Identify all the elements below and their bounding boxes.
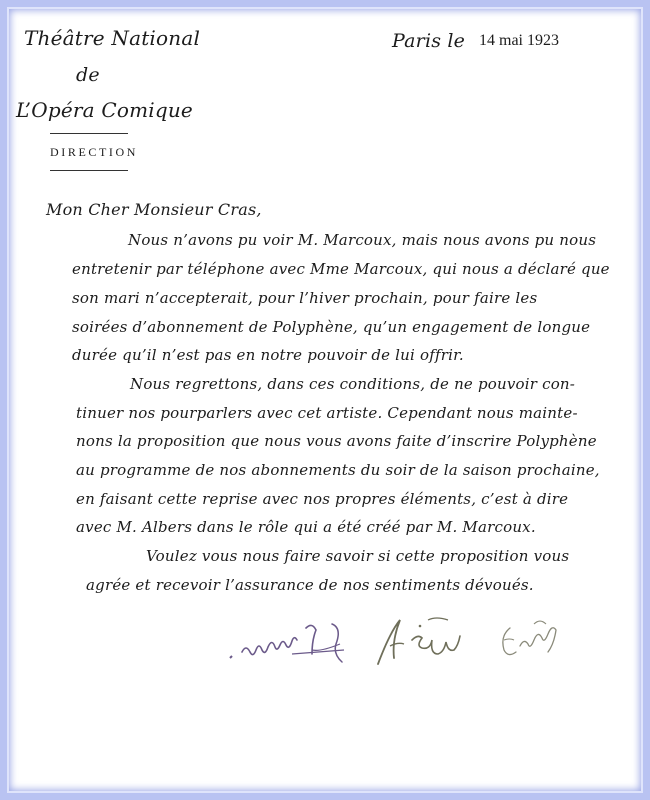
body-line: nons la proposition que nous vous avons faite d’inscrire Polyphène bbox=[76, 432, 597, 450]
letterhead-de: de bbox=[76, 64, 100, 86]
signature-first bbox=[222, 612, 354, 670]
body-line: agrée et recevoir l’assurance de nos sentiments dévoués. bbox=[86, 576, 534, 594]
signature-second bbox=[368, 606, 478, 672]
body-line: en faisant cette reprise avec nos propres éléments, c’est à dire bbox=[76, 490, 569, 508]
date-lead: Paris le bbox=[392, 30, 466, 52]
body-line: Nous regrettons, dans ces conditions, de ne pouvoir con- bbox=[130, 375, 576, 393]
body-line: durée qu’il n’est pas en notre pouvoir de lui offrir. bbox=[72, 346, 464, 364]
body-line: au programme de nos abonnements du soir de la saison prochaine, bbox=[76, 461, 600, 479]
date-value: 14 mai 1923 bbox=[479, 32, 559, 49]
body-line: soirées d’abonnement de Polyphène, qu’un engagement de longue bbox=[72, 318, 591, 336]
body-line: tinuer nos pourparlers avec cet artiste. Cependant nous mainte- bbox=[76, 404, 578, 422]
body-line: avec M. Albers dans le rôle qui a été créé par M. Marcoux. bbox=[76, 518, 536, 536]
letterhead-rule-bottom bbox=[50, 170, 128, 171]
signature-third bbox=[494, 612, 574, 668]
body-line: Nous n’avons pu voir M. Marcoux, mais nous avons pu nous bbox=[128, 231, 597, 249]
letterhead-department: DIRECTION bbox=[50, 145, 139, 159]
body-line: son mari n’accepterait, pour l’hiver prochain, pour faire les bbox=[72, 289, 538, 307]
letterhead-title: Théâtre National bbox=[24, 26, 201, 50]
letterhead-rule-top bbox=[50, 133, 128, 134]
letterhead-opera: L’Opéra Comique bbox=[16, 98, 193, 122]
body-line: Voulez vous nous faire savoir si cette proposition vous bbox=[146, 547, 570, 565]
body-line: entretenir par téléphone avec Mme Marcoux, qui nous a déclaré que bbox=[72, 260, 610, 278]
salutation: Mon Cher Monsieur Cras, bbox=[46, 200, 262, 219]
